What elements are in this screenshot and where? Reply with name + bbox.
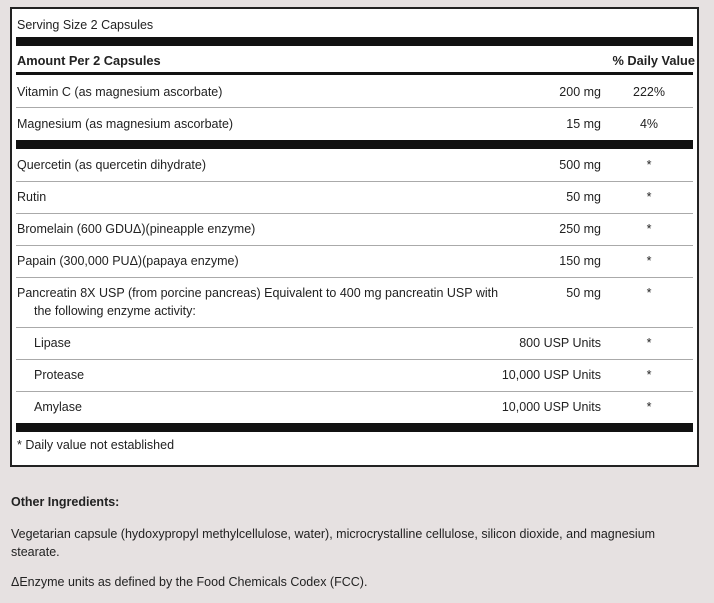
divider-thin xyxy=(16,327,693,328)
divider-thin xyxy=(16,245,693,246)
other-ingredients-text: Vegetarian capsule (hydoxypropyl methylcellulose, water), microcrystalline cellulose, silicon dioxide, and magnesium stearate. xyxy=(11,527,656,559)
divider-thick xyxy=(16,423,693,432)
ingredient-row xyxy=(12,220,697,252)
nutrient-dv: 222% xyxy=(633,85,665,99)
ingredient-name: Bromelain (600 GDUΔ)(pineapple enzyme) xyxy=(17,222,256,236)
divider-thin xyxy=(16,277,693,278)
ingredient-row xyxy=(12,284,697,328)
header-amount: Amount Per 2 Capsules xyxy=(17,53,161,68)
divider-thick xyxy=(16,37,693,46)
other-ingredients-title: Other Ingredients: xyxy=(11,495,120,509)
enzyme-dv: * xyxy=(646,368,652,382)
ingredient-row xyxy=(12,156,697,188)
divider-thin xyxy=(16,107,693,108)
enzyme-row xyxy=(12,366,697,398)
ingredient-row xyxy=(12,188,697,220)
ingredient-name-line1: Pancreatin 8X USP (from porcine pancreas) Equivalent to 400 mg pancreatin USP with xyxy=(17,286,499,300)
ingredient-amount: 150 mg xyxy=(559,254,601,268)
ingredient-name xyxy=(17,284,577,320)
enzyme-name: Lipase xyxy=(34,336,71,350)
ingredient-amount: 250 mg xyxy=(559,222,601,236)
enzyme-amount: 10,000 USP Units xyxy=(501,400,601,414)
nutrient-dv: 4% xyxy=(639,117,659,131)
ingredient-dv: * xyxy=(646,190,652,204)
enzyme-dv: * xyxy=(646,400,652,414)
divider-medium xyxy=(16,72,693,75)
serving-size: Serving Size 2 Capsules xyxy=(17,18,154,32)
supplement-facts-panel xyxy=(10,7,699,467)
footnote: * Daily value not established xyxy=(17,438,175,452)
ingredient-dv: * xyxy=(646,254,652,268)
enzyme-amount: 10,000 USP Units xyxy=(501,368,601,382)
enzyme-units-note: ΔEnzyme units as defined by the Food Chemicals Codex (FCC). xyxy=(11,575,368,589)
ingredient-row xyxy=(12,252,697,284)
nutrient-amount: 15 mg xyxy=(566,117,601,131)
nutrient-row xyxy=(12,83,697,115)
nutrient-amount: 200 mg xyxy=(559,85,601,99)
ingredient-dv: * xyxy=(646,286,652,300)
divider-thick xyxy=(16,140,693,149)
ingredient-dv: * xyxy=(646,158,652,172)
enzyme-row xyxy=(12,334,697,366)
header-daily-value: % Daily Value xyxy=(612,53,695,68)
ingredient-amount: 50 mg xyxy=(566,286,601,300)
divider-thin xyxy=(16,359,693,360)
ingredient-amount: 500 mg xyxy=(559,158,601,172)
ingredient-dv: * xyxy=(646,222,652,236)
enzyme-amount: 800 USP Units xyxy=(519,336,601,350)
ingredient-name-line2: the following enzyme activity: xyxy=(34,304,196,318)
nutrient-name: Magnesium (as magnesium ascorbate) xyxy=(17,117,234,131)
nutrient-name: Vitamin C (as magnesium ascorbate) xyxy=(17,85,223,99)
ingredient-amount: 50 mg xyxy=(566,190,601,204)
ingredient-name: Quercetin (as quercetin dihydrate) xyxy=(17,158,206,172)
enzyme-name: Amylase xyxy=(34,400,82,414)
enzyme-dv: * xyxy=(646,336,652,350)
enzyme-name: Protease xyxy=(34,368,85,382)
ingredient-name: Rutin xyxy=(17,190,47,204)
divider-thin xyxy=(16,391,693,392)
divider-thin xyxy=(16,213,693,214)
divider-thin xyxy=(16,181,693,182)
ingredient-name: Papain (300,000 PUΔ)(papaya enzyme) xyxy=(17,254,239,268)
